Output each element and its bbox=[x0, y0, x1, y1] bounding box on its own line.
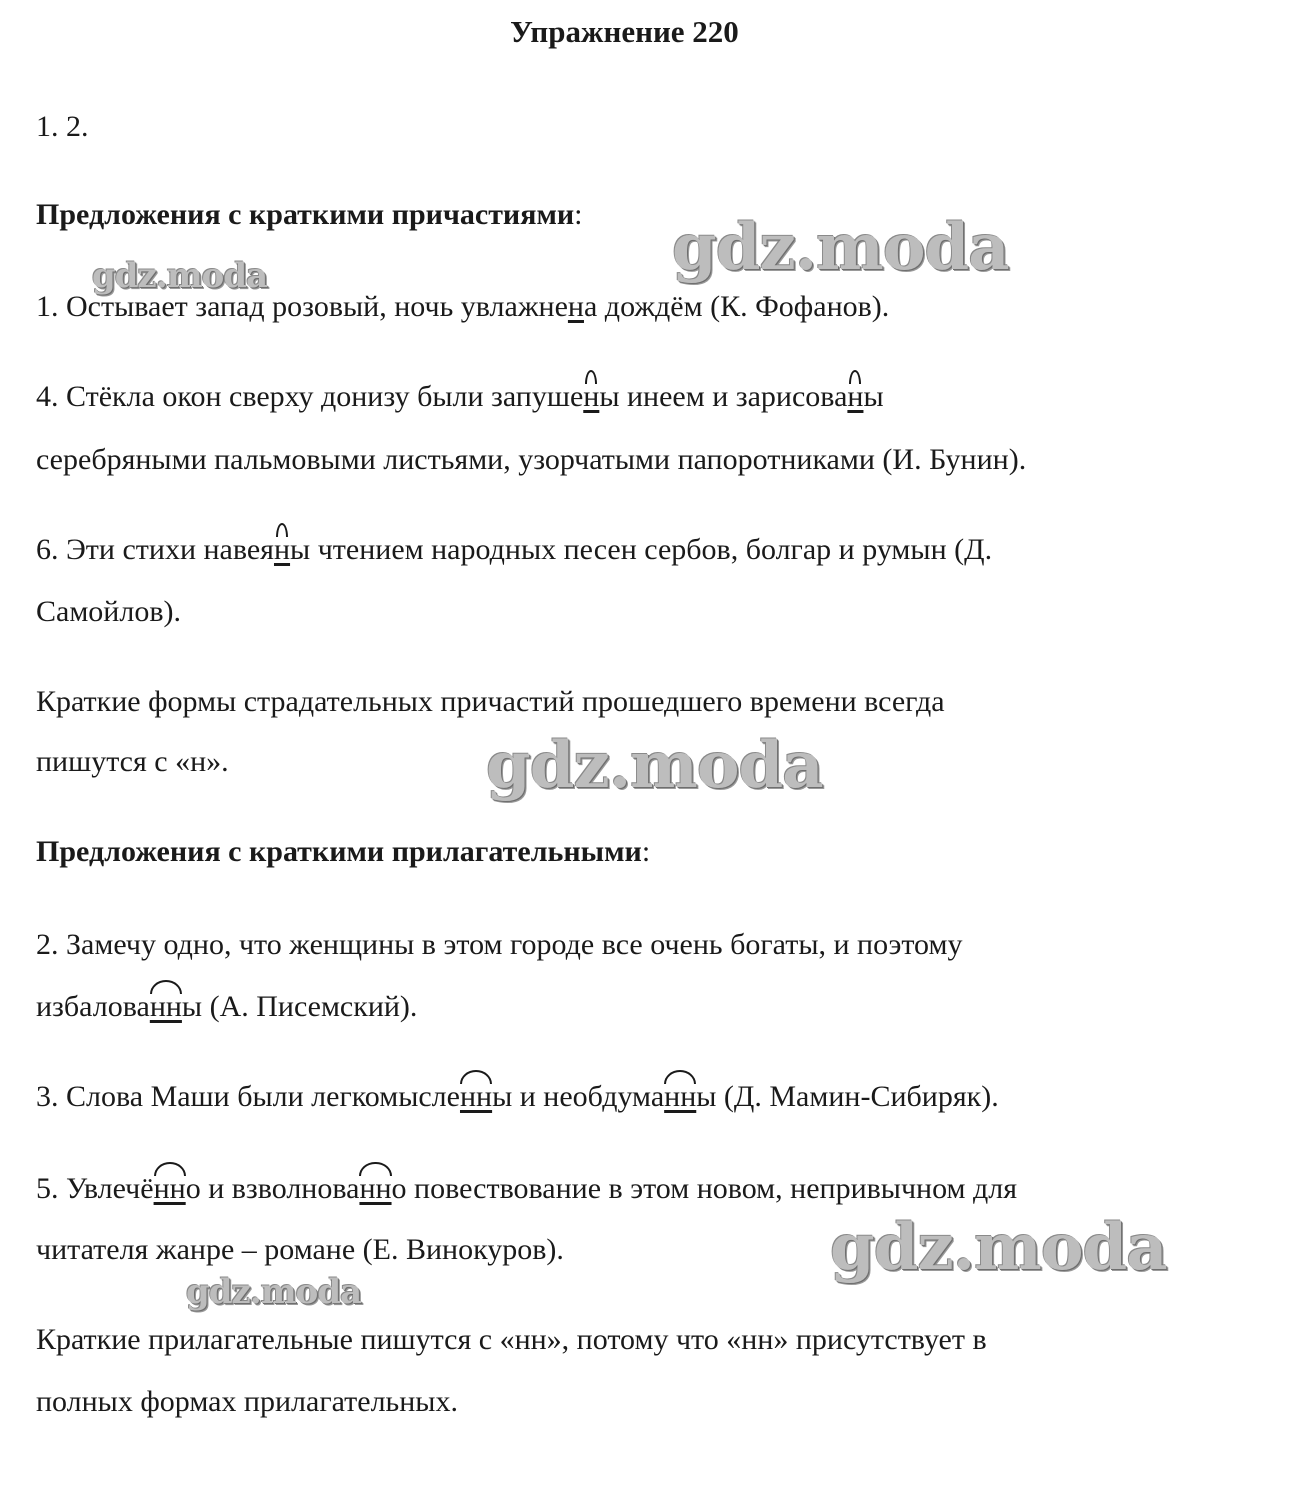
heading-text: Предложения с краткими причастиями bbox=[36, 198, 575, 231]
rule-2-line-1: Краткие прилагательные пишутся с «нн», потому что «нн» присутствует в bbox=[36, 1323, 987, 1356]
section-heading-adjectives bbox=[36, 835, 650, 869]
heading-text: Предложения с краткими прилагательными bbox=[36, 835, 642, 868]
heading-colon: : bbox=[574, 198, 583, 231]
rule-2-line-2: полных формах прилагательных. bbox=[36, 1385, 458, 1418]
exercise-title: Упражнение 220 bbox=[510, 14, 739, 49]
text: ы (А. Писемский). bbox=[181, 990, 418, 1023]
text: 4. Стёкла окон сверху донизу были запуше bbox=[36, 380, 584, 413]
sentence-2-line-1: 2. Замечу одно, что женщины в этом городе все очень богаты, и поэтому bbox=[36, 928, 963, 961]
text: а дождём (К. Фофанов). bbox=[583, 290, 890, 323]
arc-marked-suffix: н bbox=[273, 533, 291, 566]
section-heading-participles bbox=[36, 198, 583, 232]
text: о повествование в этом новом, непривычном для bbox=[391, 1172, 1018, 1205]
arc-marked-suffix: н bbox=[583, 380, 600, 413]
task-numbers: 1. 2. bbox=[36, 110, 89, 143]
watermark: gdz.moda bbox=[186, 1272, 362, 1312]
text: ы (Д. Мамин-Сибиряк). bbox=[696, 1080, 999, 1113]
sentence-3 bbox=[36, 1080, 999, 1114]
watermark: gdz.moda bbox=[830, 1210, 1167, 1285]
underlined-suffix: н bbox=[567, 290, 584, 323]
text: 6. Эти стихи навея bbox=[36, 533, 274, 566]
watermark: gdz.moda bbox=[92, 256, 268, 296]
text: 5. Увлечё bbox=[36, 1172, 154, 1205]
rule-1-line-1: Краткие формы страдательных причастий прошедшего времени всегда bbox=[36, 685, 945, 718]
sentence-6-line-2: Самойлов). bbox=[36, 595, 181, 628]
sentence-5-line-2: читателя жанре – романе (Е. Винокуров). bbox=[36, 1233, 564, 1266]
arc-marked-suffix: нн bbox=[459, 1080, 493, 1113]
watermark: gdz.moda bbox=[672, 210, 1009, 285]
text: избалова bbox=[36, 990, 150, 1023]
arc-marked-suffix: нн bbox=[664, 1080, 697, 1113]
sentence-2-line-2 bbox=[36, 990, 417, 1024]
text: 1. Остывает запад розовый, ночь увлажне bbox=[36, 290, 568, 323]
arc-marked-suffix: нн bbox=[359, 1172, 392, 1205]
sentence-4-line-1 bbox=[36, 380, 884, 414]
heading-colon: : bbox=[641, 835, 651, 868]
text: 3. Слова Маши были легкомысле bbox=[36, 1080, 460, 1113]
text: о и взволнова bbox=[185, 1172, 360, 1205]
sentence-6-line-1 bbox=[36, 533, 992, 567]
arc-marked-suffix: н bbox=[847, 380, 864, 413]
sentence-4-line-2: серебряными пальмовыми листьями, узорчатыми папоротниками (И. Бунин). bbox=[36, 443, 1027, 476]
arc-marked-suffix: нн bbox=[149, 990, 182, 1023]
sentence-5-line-1 bbox=[36, 1172, 1017, 1206]
watermark: gdz.moda bbox=[486, 728, 823, 803]
text: ы bbox=[863, 380, 884, 413]
text: ы инеем и зарисова bbox=[599, 380, 848, 413]
text: ы чтением народных песен сербов, болгар и румын (Д. bbox=[290, 533, 993, 566]
arc-marked-suffix: нн bbox=[153, 1172, 186, 1205]
text: ы и необдума bbox=[492, 1080, 665, 1113]
rule-1-line-2: пишутся с «н». bbox=[36, 745, 229, 778]
